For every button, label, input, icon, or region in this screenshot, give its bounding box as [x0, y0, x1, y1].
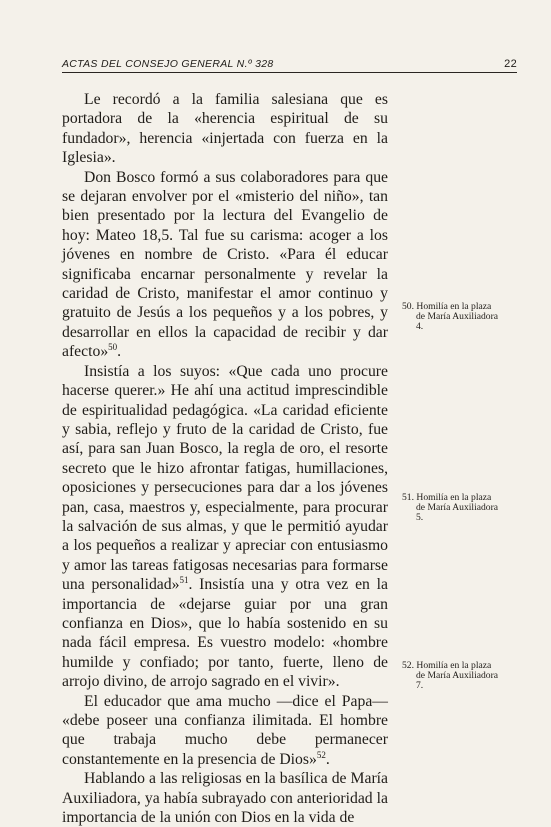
footnote-ref: 51: [179, 574, 189, 585]
note-line: Homilía en la plaza: [416, 301, 492, 312]
paragraph: [62, 90, 388, 168]
footnote-ref: 52: [316, 749, 326, 760]
note-line: 5.: [416, 512, 424, 524]
paragraph: [62, 769, 388, 827]
paragraph: [62, 168, 388, 362]
paragraph: [62, 692, 388, 770]
note-line: de María Auxiliadora: [416, 311, 499, 323]
running-header: [62, 58, 517, 73]
note-number: 52.: [402, 660, 414, 671]
note-line: de María Auxiliadora: [416, 502, 499, 514]
note-line: 4.: [416, 321, 424, 333]
body-text: [62, 90, 388, 827]
paragraph-text: Hablando a las religiosas en la basílica de María Auxiliadora, ya había subrayado con anterioridad la importancia de la unión con Dios en la vida de: [62, 770, 388, 827]
paragraph-text: Insistía a los suyos: «Que cada uno procure hacerse querer.» He ahí una actitud imprescindible de espiritualidad pedagógica. «La caridad eficiente y sabia, reflejo y fruto de la caridad de Cristo, fue así, para san Juan Bosco, la regla de oro, el resorte secreto que le hizo afrontar fatigas, humillaciones, oposiciones y persecuciones para dar a los jóvenes pan, casa, maestros y, especialmente, para procurar la salvación de sus almas, y que le permitió ayudar a los pequeños a realizar y apreciar con entusiasmo y amor las tareas fatigosas necesarias para formarse una personalidad»: [62, 362, 388, 594]
paragraph-tail: .: [325, 750, 330, 768]
paragraph: [62, 362, 388, 692]
margin-note-50: [402, 302, 512, 333]
running-title: ACTAS DEL CONSEJO GENERAL N.º 328: [62, 58, 274, 70]
note-number: 51.: [402, 492, 414, 503]
paragraph-tail: . Insistía una y otra vez en la importancia de «dejarse guiar por una gran confianza en Dios», que lo había sostenido en su nada fácil empresa. Es vuestro modelo: «hombre humilde y confiado; por tanto, fuerte, lleno de arrojo divino, de arrojo sagrado en el vivir».: [62, 576, 388, 691]
note-number: 50.: [402, 301, 414, 312]
note-line: Homilía en la plaza: [416, 492, 492, 503]
margin-note-52: [402, 661, 512, 692]
note-line: Homilía en la plaza: [416, 660, 492, 671]
margin-note-51: [402, 493, 512, 524]
page-number: 22: [504, 58, 517, 70]
paragraph-text: Don Bosco formó a sus colaboradores para que se dejaran envolver por el «misterio del niño», tan bien presentado por la lectura del Evangelio de hoy: Mateo 18,5. Tal fue su carisma: acoger a los jóvenes en nombre de Cristo. «Para él educar significaba encarnar personalmente y revelar la caridad de Cristo, manifestar el amor continuo y gratuito de Jesús a los pequeños y a los pobres, y desarrollar en ellos la capacidad de recibir y dar afecto»: [62, 168, 388, 361]
paragraph-tail: .: [117, 343, 122, 361]
paragraph-text: Le recordó a la familia salesiana que es portadora de la «herencia espiritual de su fundador», herencia «injertada con fuerza en la Iglesia».: [62, 91, 388, 167]
paragraph-text: El educador que ama mucho —dice el Papa— «debe poseer una confianza ilimitada. El hombre que trabaja mucho debe permanecer constantemente en la presencia de Dios»: [62, 692, 388, 768]
note-line: 7.: [416, 680, 424, 692]
note-line: de María Auxiliadora: [416, 670, 499, 682]
footnote-ref: 50: [108, 342, 118, 353]
